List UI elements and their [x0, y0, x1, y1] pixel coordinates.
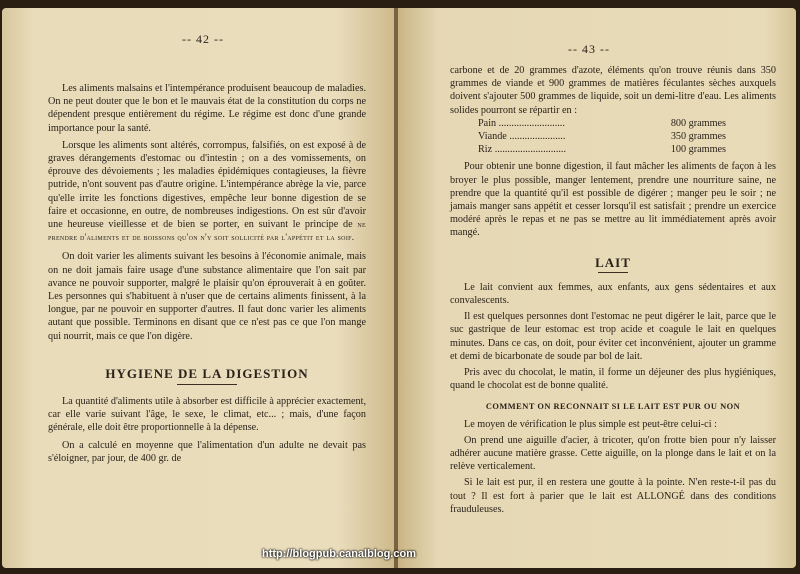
paragraph: Le moyen de vérification le plus simple est peut-être celui-ci : — [464, 418, 717, 430]
paragraph: carbone et de 20 grammes d'azote, éléments qu'on trouve réunis dans 350 grammes de viande et 900 grammes de matières féculantes sèches auxquels doivent s'ajouter 500 grammes de liquide, soit un demi-litre d'eau. Les aliments solides pourront se répartir en : — [450, 65, 776, 116]
heading-rule — [598, 272, 628, 273]
paragraph: Pour obtenir une bonne digestion, il faut mâcher les aliments de façon à les broyer le plus possible, manger lentement, prendre une nourriture saine, ne prendre que la quantité qu'il est possible de digérer ; manger peu le soir ; ne jamais manger sans appétit et cesser lorsqu'il est satisfait ; prendre un exercice modéré après le repas et ne pas se mettre au lit immédiatement après avoir mangé. — [450, 161, 776, 239]
principle-caps: ne prendre d'aliments et de boissons qu'on n'y soit sollicité par l'appétit et la soif. — [48, 219, 366, 243]
right-page-number: -- 43 -- — [568, 42, 610, 56]
paragraph: Il est quelques personnes dont l'estomac ne peut digérer le lait, parce que le suc gastrique de leur estomac est trop acide et coagule le lait en quelques minutes. Dans ce cas, on doit, pour éviter cet inconvénient, ajouter un gramme et demi de bicarbonate de soude par bol de lait. — [450, 311, 776, 362]
food-item: Viande ...................... — [478, 131, 566, 143]
paragraph-text: Lorsque les aliments sont altérés, corrompus, falsifiés, on est exposé à de graves dérangements d'estomac ou d'intestin ; on a des vomissements, on éprouve des dévoiements ; les maladies épidémiques contagieuses, la fièvre putride, n'ont souvent pas d'autre origine. L'intempérance abrège la vie, parce qu'elle irrite les fonctions digestives, empêche leur bonne digestion de se faire et occasionne, en outre, de nombreuses indigestions. On est sûr d'avoir une heureuse vieillesse et de bien se porter, en suivant le principe de — [48, 139, 366, 231]
paragraph: Les aliments malsains et l'intempérance produisent beaucoup de maladies. On ne peut douter que le bon et le mauvais état de la constitution du corps ne dépendent presque entièrement du régime. Le régime est donc d'une grande importance pour la santé. — [48, 83, 366, 134]
food-qty: 350 grammes — [670, 131, 726, 143]
section-heading: LAIT — [595, 254, 631, 270]
right-page-text — [450, 64, 776, 516]
food-item: Riz ............................ — [478, 144, 567, 156]
paragraph: Si le lait est pur, il en restera une goutte à la pointe. N'en reste-t-il pas du tout ? Il est fort à parier que le lait est ALLONGÉ dans des conditions frauduleuses. — [450, 477, 776, 515]
paragraph: Pris avec du chocolat, le matin, il forme un déjeuner des plus hygiéniques, quand le chocolat est de bonne qualité. — [450, 367, 776, 392]
paragraph: La quantité d'aliments utile à absorber est difficile à apprécier exactement, car elle varie suivant l'âge, le sexe, le climat, etc... ; mais, d'une façon générale, elle doit être proportionnelle à la dépense. — [48, 396, 366, 434]
food-qty: 100 grammes — [670, 144, 726, 156]
paragraph: On prend une aiguille d'acier, à tricoter, qu'on frotte bien pour n'y laisser adhérer aucune matière grasse. Cette aiguille, on la plonge dans le lait et on la relève verticalement. — [450, 434, 776, 473]
watermark-url: http://blogpub.canalblog.com — [262, 548, 416, 560]
left-page-text — [48, 82, 366, 465]
paragraph: On doit varier les aliments suivant les besoins à l'économie animale, mais on ne doit jamais faire usage d'une substance alimentaire que l'on sait par avance ne pouvoir supporter, malgré le plaisir qu'on éprouverait à en goûter. Les personnes qui s'habituent à n'user que de certains aliments finissent, à la longue, par ne pouvoir en supporter d'autres. Il faut donc varier les aliments autant que possible. Terminons en disant que ce n'est pas ce que l'on mange qui nourrit, mais ce que l'on digère. — [48, 251, 366, 342]
subheading: COMMENT ON RECONNAIT SI LE LAIT EST PUR OU NON — [485, 402, 741, 412]
section-heading: HYGIENE DE LA DIGESTION — [105, 365, 309, 381]
paragraph: Le lait convient aux femmes, aux enfants, aux gens sédentaires et aux convalescents. — [450, 281, 776, 307]
food-table — [478, 117, 776, 157]
paragraph: On a calculé en moyenne que l'alimentation d'un adulte ne devait pas s'éloigner, par jour, de 400 gr. de — [48, 439, 366, 464]
left-page-number: -- 42 -- — [182, 32, 224, 46]
right-page — [398, 8, 796, 568]
left-page — [2, 8, 396, 568]
paragraph — [48, 139, 366, 245]
heading-rule — [177, 384, 237, 385]
food-item: Pain .......................... — [478, 117, 565, 129]
food-qty: 800 grammes — [670, 117, 726, 129]
